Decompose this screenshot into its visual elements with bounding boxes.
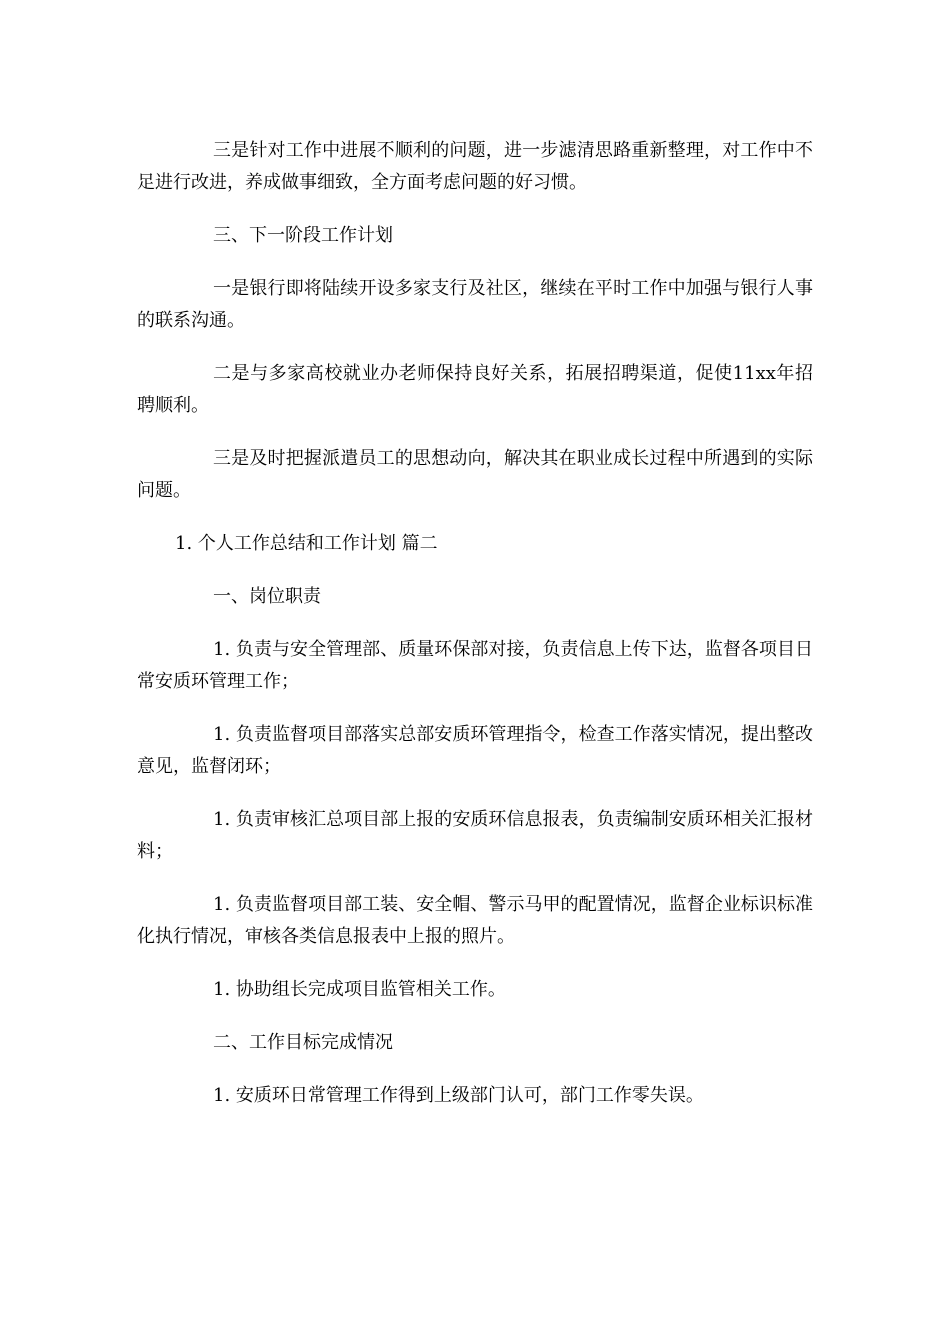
list-item: 1. 安质环日常管理工作得到上级部门认可，部门工作零失误。 (213, 1085, 704, 1106)
section-heading: 三、下一阶段工作计划 (213, 225, 393, 246)
list-item: 1. 协助组长完成项目监管相关工作。 (213, 979, 506, 1000)
section-heading: 一、岗位职责 (213, 586, 321, 607)
list-item: 1. 负责与安全管理部、质量环保部对接，负责信息上传下达，监督各项目日常安质环管理工作； (137, 639, 813, 692)
document-body (137, 135, 813, 1133)
paragraph: 二是与多家高校就业办老师保持良好关系，拓展招聘渠道，促使11xx年招聘顺利。 (137, 363, 813, 416)
section-heading: 二、工作目标完成情况 (213, 1032, 393, 1053)
list-item: 1. 负责监督项目部落实总部安质环管理指令，检查工作落实情况，提出整改意见，监督闭环； (137, 724, 813, 777)
list-item: 1. 负责审核汇总项目部上报的安质环信息报表，负责编制安质环相关汇报材料； (137, 809, 813, 862)
paragraph: 三是及时把握派遣员工的思想动向，解决其在职业成长过程中所遇到的实际问题。 (137, 448, 813, 501)
paragraph: 三是针对工作中进展不顺利的问题，进一步滤清思路重新整理，对工作中不足进行改进，养成做事细致，全方面考虑问题的好习惯。 (137, 140, 813, 193)
article-title: 1. 个人工作总结和工作计划 篇二 (175, 533, 438, 554)
paragraph: 一是银行即将陆续开设多家支行及社区，继续在平时工作中加强与银行人事的联系沟通。 (137, 278, 813, 331)
list-item: 1. 负责监督项目部工装、安全帽、警示马甲的配置情况，监督企业标识标准化执行情况，审核各类信息报表中上报的照片。 (137, 894, 813, 947)
